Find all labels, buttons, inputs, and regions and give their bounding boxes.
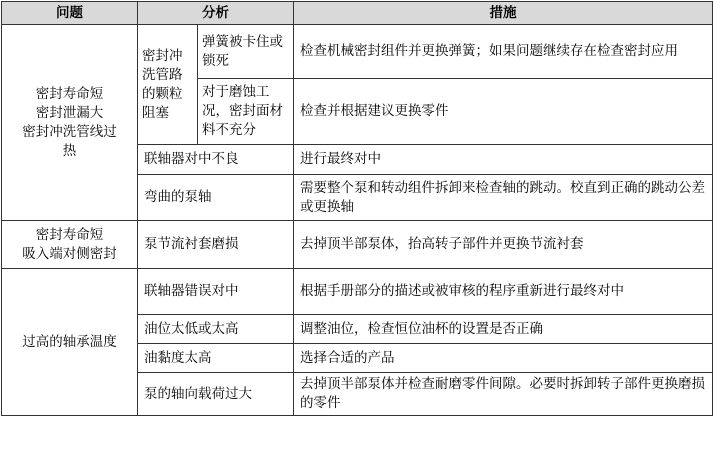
measure-cell: 检查机械密封组件并更换弹簧；如果问题继续存在检查密封应用 bbox=[294, 25, 713, 79]
analysis-subgroup-label: 密封冲洗管路的颗粒阻塞 bbox=[138, 25, 198, 145]
problem-line: 密封寿命短 bbox=[35, 226, 104, 243]
header-problem: 问题 bbox=[2, 2, 138, 25]
analysis-cell: 油位太低或太高 bbox=[138, 315, 294, 344]
measure-cell: 去掉顶半部泵体，抬高转子部件并更换节流衬套 bbox=[294, 221, 713, 269]
analysis-cell: 对于磨蚀工况，密封面材料不充分 bbox=[198, 79, 294, 145]
analysis-cell: 油黏度太高 bbox=[138, 344, 294, 373]
analysis-cell: 泵的轴向载荷过大 bbox=[138, 373, 294, 416]
problem-line: 过高的轴承温度 bbox=[22, 333, 117, 350]
problem-line: 吸入端对侧密封 bbox=[22, 245, 117, 262]
analysis-cell: 联轴器对中不良 bbox=[138, 145, 294, 175]
troubleshooting-table bbox=[1, 1, 713, 416]
problem-cell bbox=[2, 269, 138, 416]
problem-line: 密封寿命短 bbox=[35, 85, 104, 102]
problem-line: 密封冲洗管线过 bbox=[22, 123, 117, 140]
problem-cell bbox=[2, 25, 138, 221]
table-row bbox=[2, 25, 713, 79]
problem-line: 热 bbox=[62, 142, 77, 159]
table-header-row bbox=[2, 2, 713, 25]
measure-cell: 根据手册部分的描述或被审核的程序重新进行最终对中 bbox=[294, 269, 713, 315]
problem-line: 密封泄漏大 bbox=[35, 104, 104, 121]
measure-cell: 去掉顶半部泵体并检查耐磨零件间隙。必要时拆卸转子部件更换磨损的零件 bbox=[294, 373, 713, 416]
problem-cell bbox=[2, 221, 138, 269]
measure-cell: 选择合适的产品 bbox=[294, 344, 713, 373]
table-row bbox=[2, 269, 713, 315]
analysis-cell: 泵节流衬套磨损 bbox=[138, 221, 294, 269]
measure-cell: 需要整个泵和转动组件拆卸来检查轴的跳动。校直到正确的跳动公差或更换轴 bbox=[294, 175, 713, 221]
measure-cell: 进行最终对中 bbox=[294, 145, 713, 175]
analysis-cell: 联轴器错误对中 bbox=[138, 269, 294, 315]
measure-cell: 调整油位，检查恒位油杯的设置是否正确 bbox=[294, 315, 713, 344]
measure-cell: 检查并根据建议更换零件 bbox=[294, 79, 713, 145]
table-row bbox=[2, 221, 713, 269]
analysis-cell: 弹簧被卡住或锁死 bbox=[198, 25, 294, 79]
header-measure: 措施 bbox=[294, 2, 713, 25]
analysis-cell: 弯曲的泵轴 bbox=[138, 175, 294, 221]
header-analysis: 分析 bbox=[138, 2, 294, 25]
